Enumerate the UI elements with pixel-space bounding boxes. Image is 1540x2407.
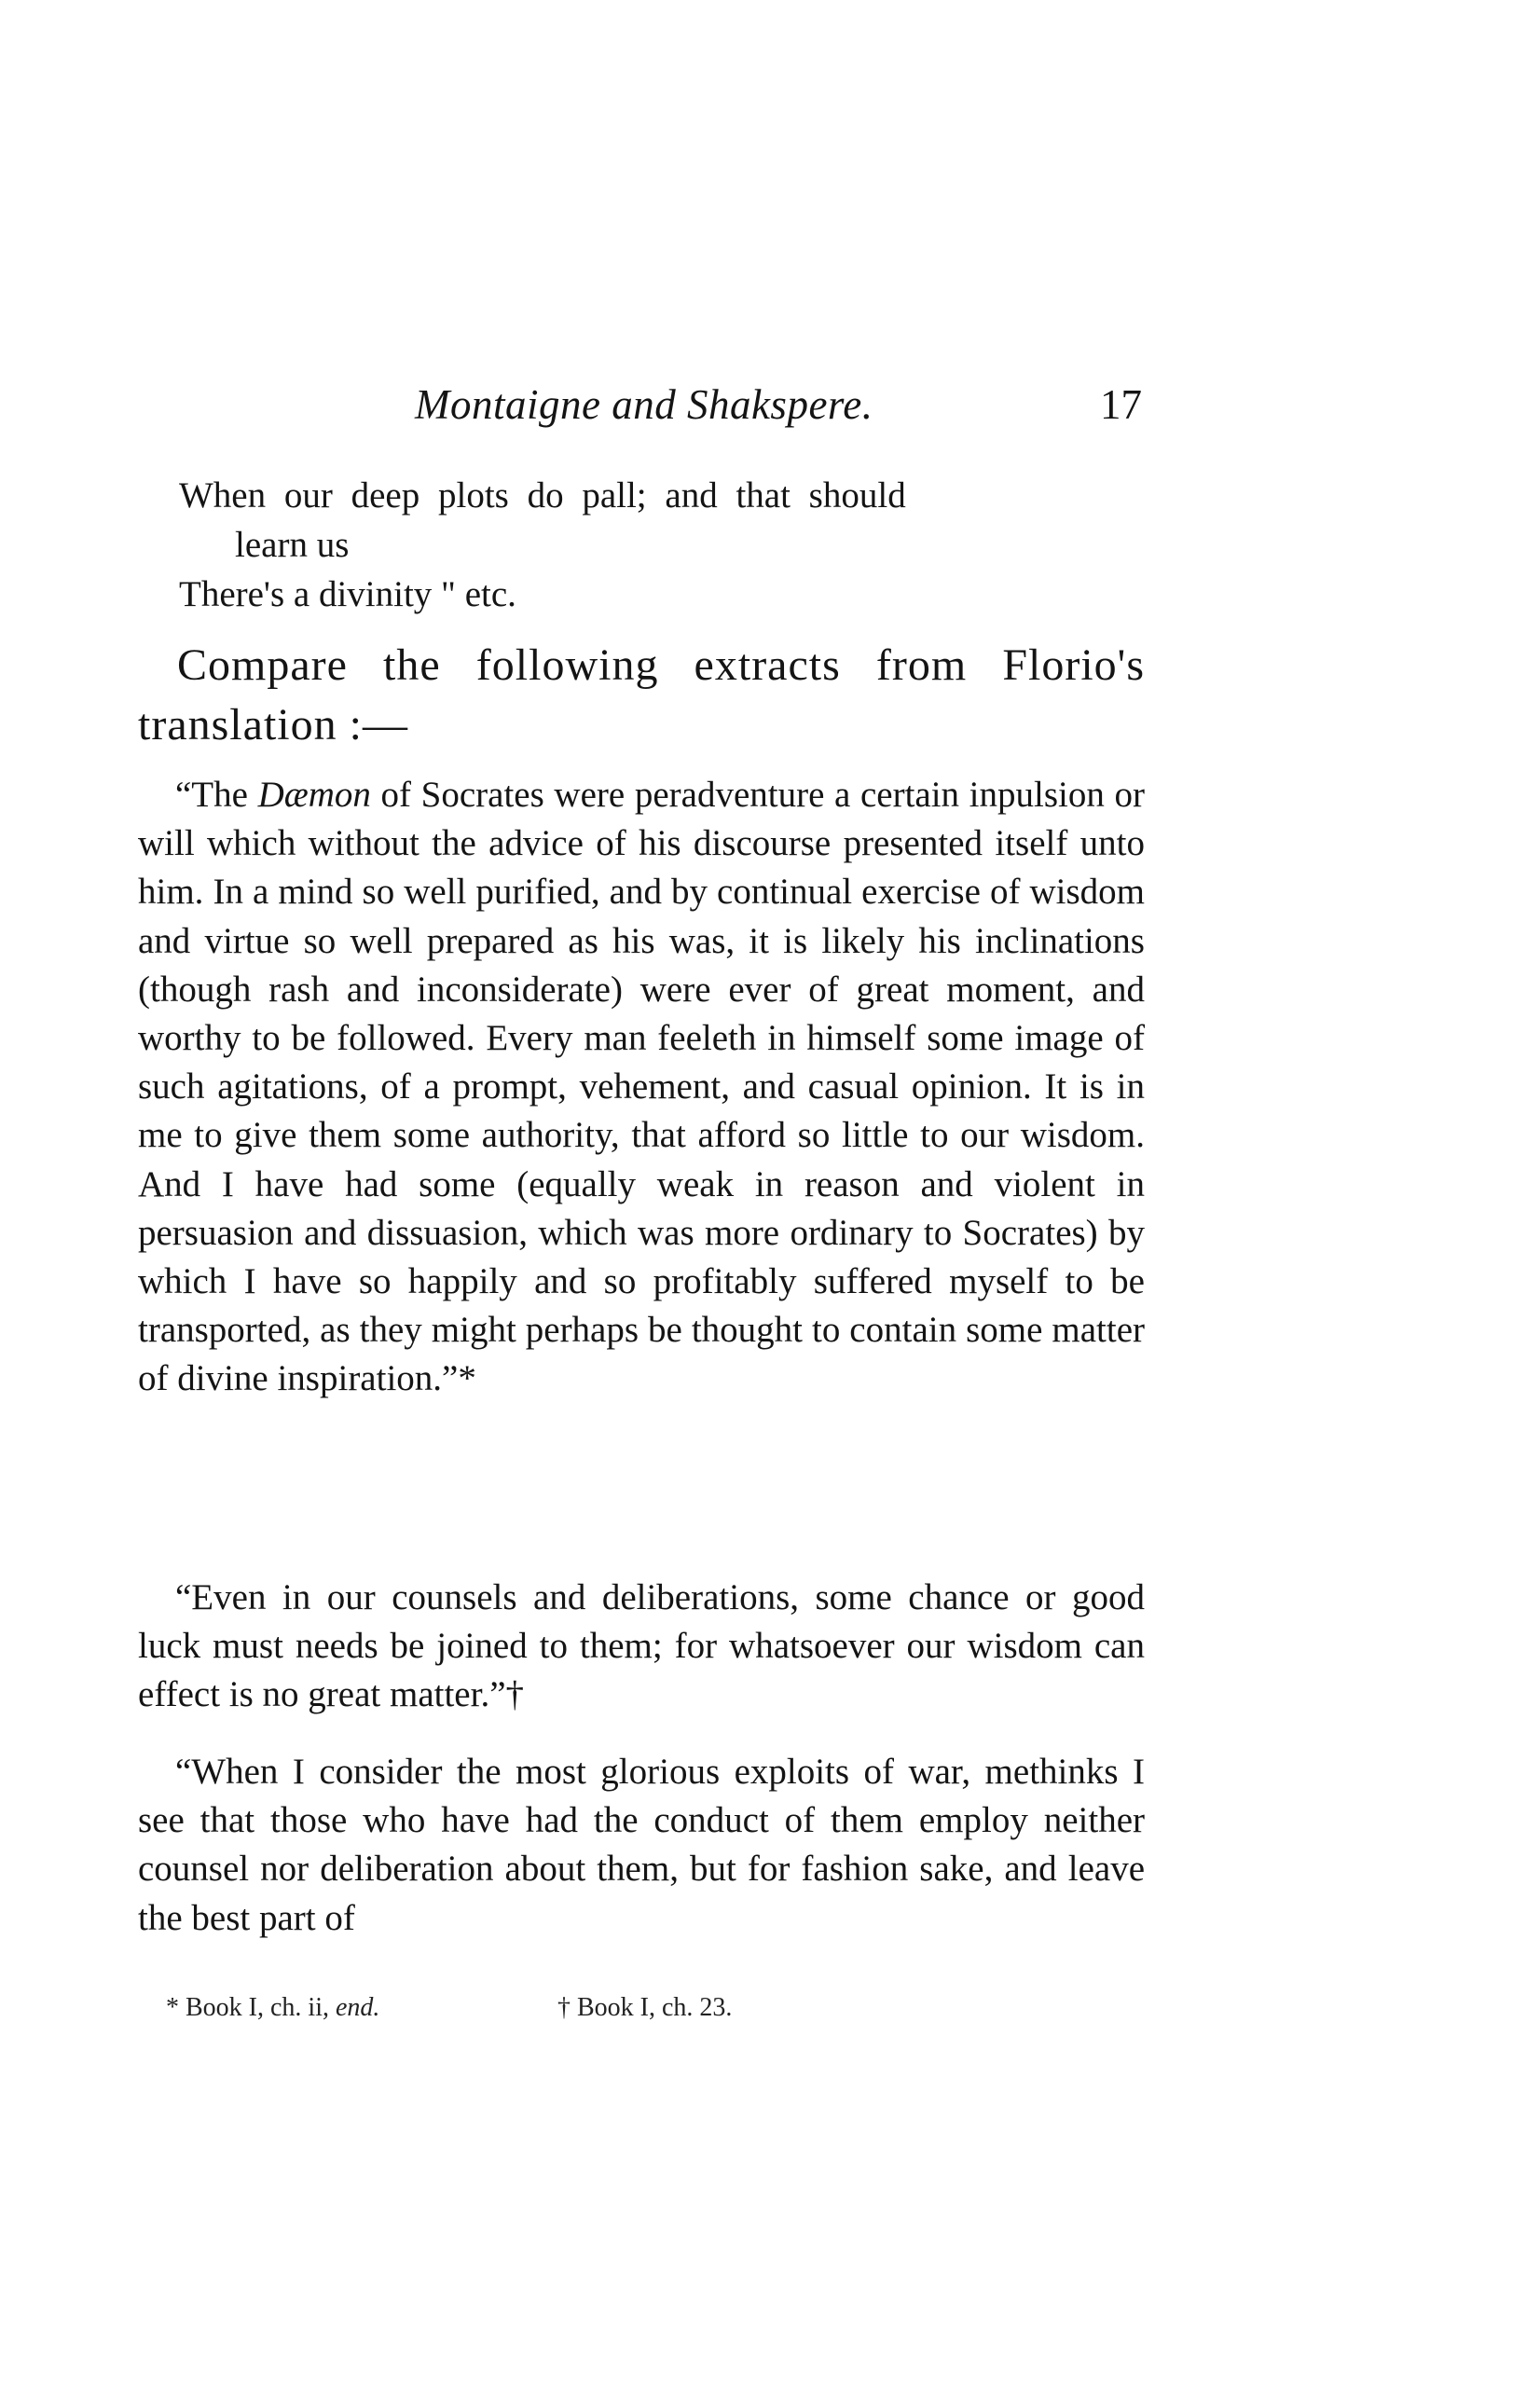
quote-open: “The <box>175 775 258 815</box>
quote-paragraph-2: “Even in our counsels and deliberations, some chance or good luck must needs be joined to them; for whatsoever our wisdom can effect is no great matter.”† <box>138 1577 1145 1715</box>
footnote-2: † Book I, ch. 23. <box>557 1993 733 2022</box>
quote-paragraph-1 <box>138 771 1145 1404</box>
footnote-1 <box>166 1993 379 2023</box>
quote-body: of Socrates were peradventure a certain inpulsion or will which without the advice of his discourse presented itself unto him. In a mind so well purified, and by continual exercise of wisdom and virtue so well prepared as his was, it is likely his inclinations (though rash and inconsiderate) were ever of great moment, and worthy to be followed. Every man feeleth in himself some image of such agitations, of a prompt, vehement, and casual opinion. It is in me to give them some authority, that afford so little to our wisdom. And I have had some (equally weak in reason and violent in persuasion and dissuasion, which was more ordinary to Socrates) by which I have so happily and so profitably suffered myself to be transported, as they might perhaps be thought to contain some matter of divine inspiration.”* <box>138 775 1145 1399</box>
running-title: Montaigne and Shakspere. <box>415 381 873 428</box>
verse-line: learn us <box>235 525 350 565</box>
intro-paragraph: Compare the following extracts from Florio's translation :— <box>138 640 1145 750</box>
page-header <box>140 380 1142 436</box>
footnote-1-text: * Book I, ch. ii, <box>166 1993 336 2022</box>
quote-paragraph-3: “When I consider the most glorious exploits of war, methinks I see that those who have had the conduct of them employ neither counsel nor deliberation about them, but for fashion sake, and leave the best part of <box>138 1752 1145 1938</box>
footnote-1-italic: end. <box>336 1993 380 2022</box>
page-number: 17 <box>1100 381 1142 428</box>
daemon-term: Dæmon <box>257 775 371 815</box>
verse-line: There's a divinity " etc. <box>179 574 516 614</box>
verse-line: When our deep plots do pall; and that should <box>179 475 906 516</box>
verse-block <box>179 471 1111 619</box>
